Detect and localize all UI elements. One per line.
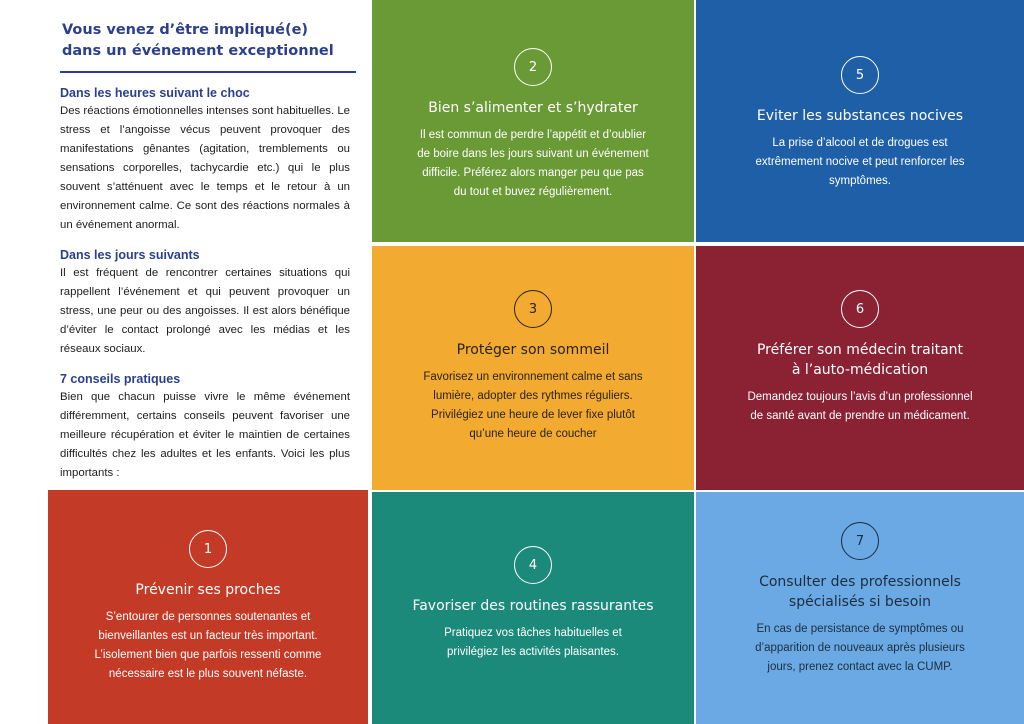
section-text: Il est fréquent de rencontrer certaines situations qui rappellent l’événement et qui peuvent provoquer un stress, une peur ou des angoisses. Il est alors bénéfique d’éviter le contact prolongé avec les médias et les réseaux sociaux. — [60, 267, 350, 355]
tile-title: Préférer son médecin traitant à l’auto-médication — [756, 342, 964, 378]
intro-title — [62, 20, 350, 62]
tile-text: Demandez toujours l’avis d’un professionnel de santé avant de prendre un médicament. — [747, 391, 973, 422]
advice-tile-4 — [372, 492, 694, 724]
section-text: Des réactions émotionnelles intenses sont habituelles. Le stress et l’angoisse vécus peuvent provoquer des manifestations gênantes (agitation, tremblements ou sensations corporelles, tachycardie etc.) qui le plus souvent s’atténuent avec le temps et le retour à un environnement calme. Ce sont des réactions normales à un événement anormal. — [60, 105, 350, 231]
tile-title: Prévenir ses proches — [135, 582, 281, 598]
advice-tile-7 — [696, 492, 1024, 724]
number-badge: 4 — [514, 546, 552, 584]
tile-title: Consulter des professionnels spécialisés si besoin — [759, 574, 961, 610]
advice-tile-3 — [372, 246, 694, 490]
intro-title-line2: dans un événement exceptionnel — [62, 43, 334, 59]
tile-title: Eviter les substances nocives — [756, 108, 964, 124]
advice-tile-6 — [696, 246, 1024, 490]
number-badge: 1 — [189, 530, 227, 568]
number-badge: 5 — [841, 56, 879, 94]
section-heading: 7 conseils pratiques — [60, 372, 181, 386]
section-heading: Dans les heures suivant le choc — [60, 86, 250, 100]
section-text: Bien que chacun puisse vivre le même événement différemment, certains conseils peuvent favoriser une meilleure récupération et éviter le maintien de certaines difficultés chez les adultes et les enfants. Voici les plus importants : — [60, 391, 350, 479]
tile-text: S’entourer de personnes soutenantes et bienveillantes est un facteur très important. L’isolement bien que parfois ressenti comme nécessaire est le plus souvent néfaste. — [94, 611, 322, 680]
intro-section-tips — [60, 371, 350, 483]
number-badge: 2 — [514, 48, 552, 86]
advice-tile-2 — [372, 0, 694, 242]
intro-section-hours — [60, 85, 350, 235]
intro-panel — [48, 6, 360, 490]
section-heading: Dans les jours suivants — [60, 248, 200, 262]
number-badge: 3 — [514, 290, 552, 328]
number-badge: 7 — [841, 522, 879, 560]
tile-title: Favoriser des routines rassurantes — [412, 598, 654, 614]
number-badge: 6 — [841, 290, 879, 328]
tile-title: Bien s’alimenter et s’hydrater — [428, 100, 638, 116]
tile-text: Favorisez un environnement calme et sans lumière, adopter des rythmes réguliers. Privilégiez une heure de lever fixe plutôt qu’une heure de coucher — [423, 371, 643, 440]
tile-text: Pratiquez vos tâches habituelles et privilégiez les activités plaisantes. — [444, 627, 622, 658]
intro-section-days — [60, 247, 350, 359]
advice-tile-5 — [696, 0, 1024, 242]
tile-text: Il est commun de perdre l’appétit et d’oublier de boire dans les jours suivant un événement difficile. Préférez alors manger peu que pas du tout et buvez régulièrement. — [417, 129, 649, 198]
title-divider — [60, 71, 356, 73]
advice-tile-1 — [48, 490, 368, 724]
tile-text: En cas de persistance de symptômes ou d’apparition de nouveaux après plusieurs jours, prenez contact avec la CUMP. — [755, 623, 965, 673]
tile-text: La prise d’alcool et de drogues est extrêmement nocive et peut renforcer les symptômes. — [755, 137, 965, 187]
intro-title-line1: Vous venez d’être impliqué(e) — [62, 22, 309, 38]
tile-title: Protéger son sommeil — [456, 342, 610, 358]
